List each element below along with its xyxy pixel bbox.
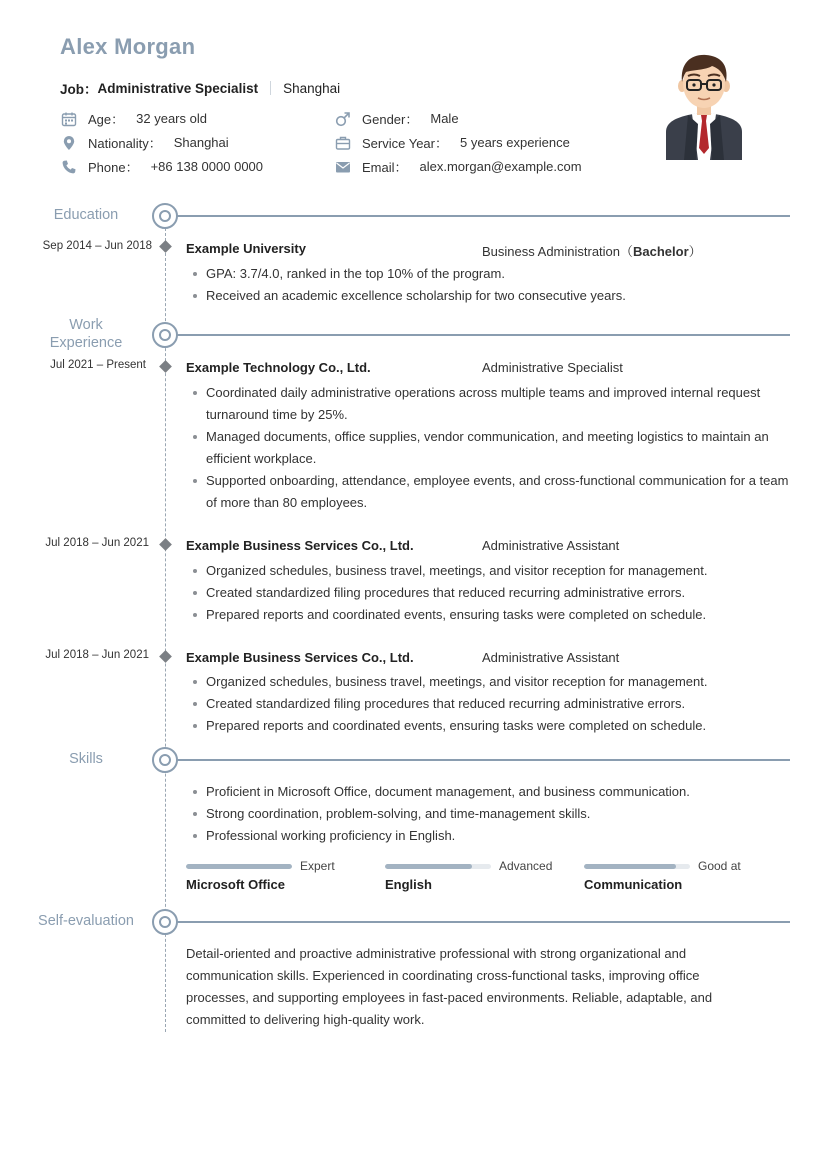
work-company: Example Business Services Co., Ltd. bbox=[186, 538, 414, 553]
work-date: Jul 2018 – Jun 2021 bbox=[45, 537, 149, 549]
section-title-work bbox=[31, 316, 141, 352]
section-title-work-line2: Experience bbox=[49, 335, 123, 351]
candidate-name: Alex Morgan bbox=[60, 34, 196, 59]
section-title-education: Education bbox=[53, 207, 119, 223]
job-title: Administrative Specialist bbox=[97, 80, 259, 96]
service-year-label: Service Year： bbox=[362, 136, 448, 151]
education-major: Business Administration（ bbox=[482, 244, 634, 259]
work-company: Example Business Services Co., Ltd. bbox=[186, 650, 414, 665]
skill-bar-fill bbox=[385, 864, 472, 869]
age-value: 32 years old bbox=[136, 111, 207, 126]
section-rule-skills bbox=[176, 759, 790, 761]
work-bullets bbox=[186, 382, 794, 514]
section-rule-work bbox=[176, 334, 790, 336]
avatar bbox=[662, 48, 746, 160]
job-label: Job： bbox=[60, 82, 98, 97]
calendar-icon bbox=[60, 110, 78, 128]
education-bullets bbox=[186, 263, 776, 307]
work-company: Example Technology Co., Ltd. bbox=[186, 360, 371, 375]
skill-bar-microsoft-office bbox=[186, 864, 292, 869]
section-rule-self-evaluation bbox=[176, 921, 790, 923]
section-rule-education bbox=[176, 215, 790, 217]
work-role: Administrative Assistant bbox=[482, 650, 620, 665]
male-icon bbox=[334, 110, 352, 128]
education-degree-close: ） bbox=[688, 244, 702, 259]
section-marker-work bbox=[152, 322, 178, 348]
work-date: Jul 2021 – Present bbox=[50, 359, 146, 371]
info-age bbox=[60, 109, 207, 128]
work-role: Administrative Specialist bbox=[482, 360, 623, 375]
list-item: Professional working proficiency in English. bbox=[186, 825, 776, 847]
section-marker-skills bbox=[152, 747, 178, 773]
service-year-value: 5 years experience bbox=[460, 135, 570, 150]
list-item: Organized schedules, business travel, meetings, and visitor reception for management. bbox=[186, 560, 794, 582]
job-line bbox=[60, 78, 340, 98]
section-title-skills: Skills bbox=[69, 751, 103, 767]
education-school: Example University bbox=[186, 241, 306, 256]
list-item: Managed documents, office supplies, vendor communication, and meeting logistics to maintain an efficient workplace. bbox=[186, 426, 794, 470]
work-date: Jul 2018 – Jun 2021 bbox=[45, 649, 149, 661]
job-city: Shanghai bbox=[283, 80, 341, 96]
list-item: Strong coordination, problem-solving, and time-management skills. bbox=[186, 803, 776, 825]
phone-value: +86 138 0000 0000 bbox=[150, 159, 264, 174]
gender-value: Male bbox=[430, 111, 459, 126]
list-item: Received an academic excellence scholarship for two consecutive years. bbox=[186, 285, 776, 307]
nationality-label: Nationality： bbox=[88, 136, 162, 151]
skills-bullets bbox=[186, 781, 776, 847]
skill-bar-english bbox=[385, 864, 491, 869]
email-label: Email： bbox=[362, 160, 408, 175]
list-item: Coordinated daily administrative operations across multiple teams and improved internal request turnaround time by 25%. bbox=[186, 382, 794, 426]
timeline-diamond bbox=[159, 360, 172, 373]
age-label: Age： bbox=[88, 112, 125, 127]
phone-label: Phone： bbox=[88, 160, 139, 175]
job-divider bbox=[270, 81, 271, 95]
info-service-year bbox=[334, 133, 570, 152]
list-item: Organized schedules, business travel, meetings, and visitor reception for management. bbox=[186, 671, 794, 693]
skill-bar-communication bbox=[584, 864, 690, 869]
phone-icon bbox=[60, 158, 78, 176]
work-bullets bbox=[186, 671, 794, 737]
info-nationality bbox=[60, 133, 229, 152]
list-item: Proficient in Microsoft Office, document management, and business communication. bbox=[186, 781, 776, 803]
list-item: Created standardized filing procedures that reduced recurring administrative errors. bbox=[186, 693, 794, 715]
list-item: GPA: 3.7/4.0, ranked in the top 10% of the program. bbox=[186, 263, 776, 285]
info-email bbox=[334, 157, 582, 176]
gender-label: Gender： bbox=[362, 112, 419, 127]
skill-level: Good at bbox=[698, 859, 741, 873]
section-title-work-line1: Work bbox=[69, 317, 103, 333]
work-bullets bbox=[186, 560, 794, 626]
skill-name: Communication bbox=[584, 877, 683, 892]
timeline-diamond bbox=[159, 538, 172, 551]
list-item: Prepared reports and coordinated events, ensuring tasks were completed on schedule. bbox=[186, 604, 794, 626]
skill-bar-fill bbox=[186, 864, 292, 869]
timeline-diamond bbox=[159, 650, 172, 663]
info-gender bbox=[334, 109, 459, 128]
work-role: Administrative Assistant bbox=[482, 538, 620, 553]
education-date: Sep 2014 – Jun 2018 bbox=[42, 240, 152, 252]
section-marker-self-evaluation bbox=[152, 909, 178, 935]
education-major-line bbox=[482, 241, 702, 260]
skill-name: English bbox=[385, 877, 432, 892]
nationality-value: Shanghai bbox=[173, 135, 229, 150]
list-item: Prepared reports and coordinated events, ensuring tasks were completed on schedule. bbox=[186, 715, 794, 737]
skill-level: Advanced bbox=[499, 859, 553, 873]
location-pin-icon bbox=[60, 134, 78, 152]
skill-name: Microsoft Office bbox=[186, 877, 285, 892]
briefcase-icon bbox=[334, 134, 352, 152]
skill-level: Expert bbox=[300, 859, 335, 873]
list-item: Created standardized filing procedures that reduced recurring administrative errors. bbox=[186, 582, 794, 604]
section-title-self-evaluation: Self-evaluation bbox=[38, 913, 134, 929]
info-phone bbox=[60, 157, 263, 176]
list-item: Supported onboarding, attendance, employee events, and cross-functional communication for a team of more than 80 employees. bbox=[186, 470, 794, 514]
email-value: alex.morgan@example.com bbox=[419, 159, 582, 174]
skill-bar-fill bbox=[584, 864, 676, 869]
education-degree: Bachelor bbox=[633, 244, 689, 259]
self-evaluation-text: Detail-oriented and proactive administrative professional with strong organizational and communication skills. Experienced in coordinating cross-functional tasks, improving office processes, and supporting employees in fast-paced environments. Reliable, adaptable, and committed to delivering high-quality work. bbox=[186, 946, 713, 1027]
section-marker-education bbox=[152, 203, 178, 229]
timeline-diamond bbox=[159, 240, 172, 253]
envelope-icon bbox=[334, 158, 352, 176]
